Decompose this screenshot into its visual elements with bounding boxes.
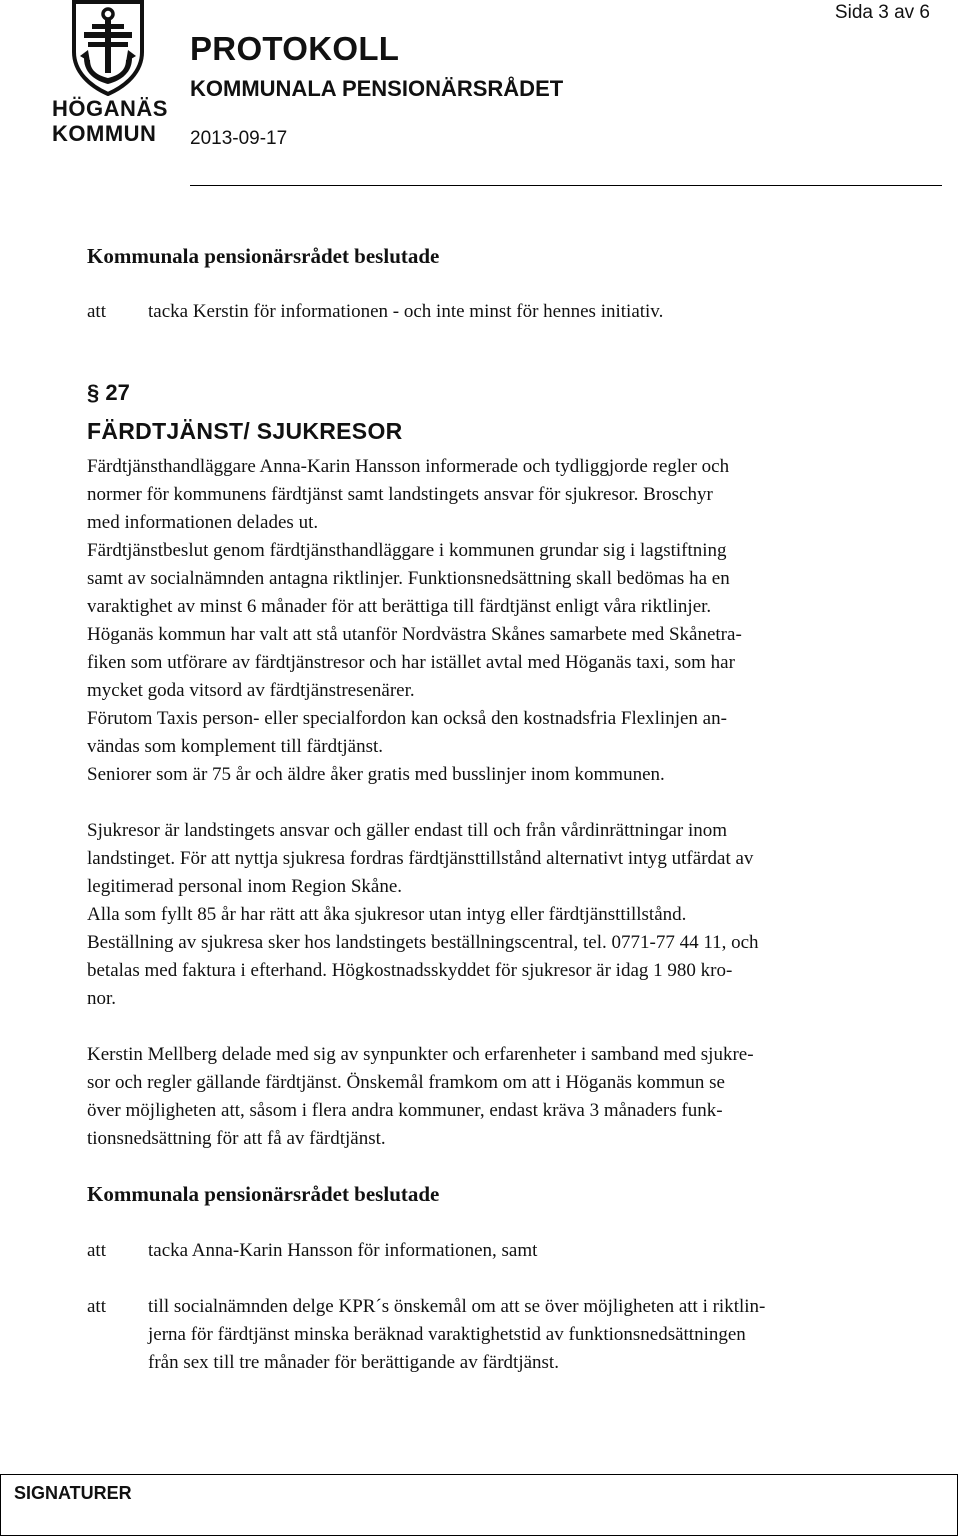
- decision-item: tacka Kerstin för informationen - och inte minst för hennes initiativ.: [148, 301, 664, 322]
- decision-line: från sex till tre månader för berättigande av färdtjänst.: [148, 1352, 559, 1373]
- body-line: nor.: [87, 988, 117, 1009]
- body-line: Beställning av sjukresa sker hos landstingets beställningscentral, tel. 0771-77 44 11, och: [87, 932, 759, 953]
- body-line: Alla som fyllt 85 år har rätt att åka sjukresor utan intyg eller färdtjänsttillstånd.: [87, 904, 687, 925]
- municipality-logo: [52, 0, 168, 150]
- body-line: Sjukresor är landstingets ansvar och gäller endast till och från vårdinrättningar inom: [87, 820, 728, 841]
- body-line: Seniorer som är 75 år och äldre åker gratis med busslinjer inom kommunen.: [87, 764, 665, 785]
- att-marker: att: [87, 1296, 106, 1317]
- body-line: Förutom Taxis person- eller specialfordon kan också den kostnadsfria Flexlinjen an-: [87, 708, 727, 729]
- body-line: varaktighet av minst 6 månader för att berättiga till färdtjänst enligt våra riktlinjer.: [87, 596, 712, 617]
- decision-item: [148, 1237, 938, 1265]
- body-line: fiken som utförare av färdtjänstresor och har istället avtal med Höganäs taxi, som har: [87, 652, 735, 673]
- body-line: mycket goda vitsord av färdtjänstresenärer.: [87, 680, 415, 701]
- decision-item: [148, 1293, 938, 1377]
- att-marker: att: [87, 1240, 106, 1261]
- page-number: Sida 3 av 6: [834, 2, 930, 23]
- decision-heading: Kommunala pensionärsrådet beslutade: [87, 1182, 440, 1206]
- logo-name: HÖGANÄS: [52, 96, 168, 121]
- body-line: sor och regler gällande färdtjänst. Önskemål framkom om att i Höganäs kommun se: [87, 1072, 725, 1093]
- section-body-block3: [87, 1041, 937, 1153]
- body-line: vändas som komplement till färdtjänst.: [87, 736, 384, 757]
- body-line: Höganäs kommun har valt att stå utanför Nordvästra Skånes samarbete med Skånetra-: [87, 624, 742, 645]
- signatures-label: SIGNATURER: [14, 1483, 132, 1503]
- body-line: legitimerad personal inom Region Skåne.: [87, 876, 403, 897]
- body-line: Kerstin Mellberg delade med sig av synpunkter och erfarenheter i samband med sjukre-: [87, 1044, 754, 1065]
- header-divider: [190, 185, 942, 186]
- document-title: PROTOKOLL: [190, 30, 400, 67]
- decision-line: tacka Anna-Karin Hansson för informationen, samt: [148, 1240, 538, 1261]
- body-line: Färdtjänstbeslut genom färdtjänsthandläggare i kommunen grundar sig i lagstiftning: [87, 540, 727, 561]
- body-line: över möjligheten att, såsom i flera andra kommuner, endast kräva 3 månaders funk-: [87, 1100, 723, 1121]
- body-line: samt av socialnämnden antagna riktlinjer. Funktionsnedsättning skall bedömas ha en: [87, 568, 730, 589]
- decision-heading: Kommunala pensionärsrådet beslutade: [87, 244, 440, 268]
- decision-line: jerna för färdtjänst minska beräknad varaktighetstid av funktionsnedsättningen: [148, 1324, 746, 1345]
- body-line: landstinget. För att nyttja sjukresa fordras färdtjänsttillstånd alternativt intyg utfärdat av: [87, 848, 754, 869]
- document-date: 2013-09-17: [190, 128, 288, 149]
- body-line: tionsnedsättning för att få av färdtjänst.: [87, 1128, 386, 1149]
- decision-line: till socialnämnden delge KPR´s önskemål om att se över möjligheten att i riktlin-: [148, 1296, 766, 1317]
- organization-name: KOMMUNALA PENSIONÄRSRÅDET: [190, 76, 564, 101]
- section-body-block2: [87, 817, 937, 1013]
- section-title: FÄRDTJÄNST/ SJUKRESOR: [87, 418, 403, 444]
- logo-kommun: KOMMUN: [52, 121, 157, 146]
- body-line: betalas med faktura i efterhand. Högkostnadsskyddet för sjukresor är idag 1 980 kro-: [87, 960, 733, 981]
- anchor-crest-icon: [70, 0, 146, 96]
- body-line: normer för kommunens färdtjänst samt landstingets ansvar för sjukresor. Broschyr: [87, 484, 713, 505]
- signatures-box: [0, 1474, 958, 1536]
- body-line: med informationen delades ut.: [87, 512, 319, 533]
- paragraph-number: § 27: [87, 380, 130, 405]
- att-marker: att: [87, 301, 106, 322]
- section-body-block1: [87, 453, 937, 789]
- body-line: Färdtjänsthandläggare Anna-Karin Hansson informerade och tydliggjorde regler och: [87, 456, 730, 477]
